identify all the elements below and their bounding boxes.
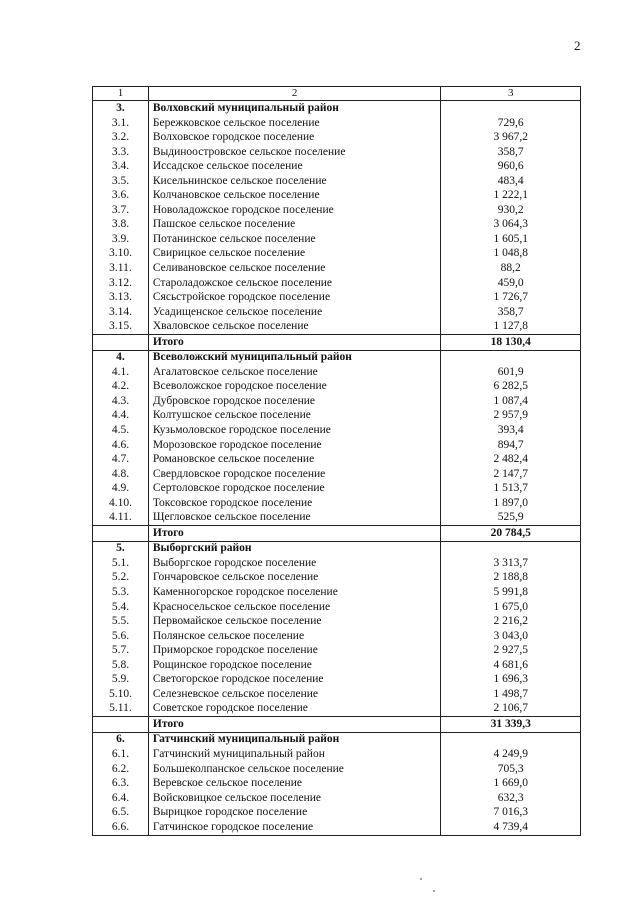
settlement-name: Свердловское городское поселение [148,467,441,482]
section-number: 4. [93,350,149,365]
table-row [93,511,581,526]
row-number: 3.11. [93,261,149,276]
table-row [93,556,581,571]
section-title: Выборгский район [148,541,441,556]
table-row [93,585,581,600]
settlement-name: Кисельнинское сельское поселение [148,174,441,189]
amount-value: 483,4 [441,174,581,189]
table-row [93,160,581,175]
settlement-name: Советское городское поселение [148,702,441,717]
amount-value: 4 739,4 [441,820,581,835]
total-row [93,717,581,733]
amount-value: 1 675,0 [441,600,581,615]
settlement-name: Щегловское сельское поселение [148,511,441,526]
table-row [93,218,581,233]
table-row [93,791,581,806]
row-number: 3.10. [93,247,149,262]
section-title: Всеволожский муниципальный район [148,350,441,365]
table-row [93,438,581,453]
table-row [93,276,581,291]
total-number-empty [93,335,149,351]
section-row [93,541,581,556]
table-header-row [93,87,581,101]
settlement-name: Селезневское сельское поселение [148,687,441,702]
row-number: 4.7. [93,453,149,468]
table-row [93,673,581,688]
settlement-name: Всеволожское городское поселение [148,380,441,395]
section-number: 6. [93,732,149,747]
amount-value: 705,3 [441,762,581,777]
row-number: 4.8. [93,467,149,482]
table-row [93,232,581,247]
table-row [93,174,581,189]
settlement-name: Красносельское сельское поселение [148,600,441,615]
amount-value: 930,2 [441,203,581,218]
section-value-empty [441,350,581,365]
amount-value: 6 282,5 [441,380,581,395]
amount-value: 7 016,3 [441,806,581,821]
settlement-name: Староладожское сельское поселение [148,276,441,291]
row-number: 5.2. [93,571,149,586]
table-row [93,496,581,511]
settlement-name: Сясьстройское городское поселение [148,291,441,306]
settlement-name: Иссадское сельское поселение [148,160,441,175]
amount-value: 5 991,8 [441,585,581,600]
settlement-name: Выдиноостровское сельское поселение [148,145,441,160]
table-row [93,291,581,306]
amount-value: 1 513,7 [441,482,581,497]
settlement-name: Приморское городское поселение [148,644,441,659]
row-number: 3.3. [93,145,149,160]
table-row [93,394,581,409]
amount-value: 1 897,0 [441,496,581,511]
table-row [93,131,581,146]
total-label: Итого [148,717,441,733]
row-number: 3.12. [93,276,149,291]
amount-value: 4 681,6 [441,658,581,673]
amount-value: 4 249,9 [441,747,581,762]
total-number-empty [93,717,149,733]
amount-value: 960,6 [441,160,581,175]
table-row [93,247,581,262]
row-number: 3.9. [93,232,149,247]
table-row [93,145,581,160]
table-row [93,615,581,630]
row-number: 5.4. [93,600,149,615]
amount-value: 2 957,9 [441,409,581,424]
row-number: 4.10. [93,496,149,511]
row-number: 6.4. [93,791,149,806]
table-row [93,644,581,659]
row-number: 3.4. [93,160,149,175]
row-number: 5.1. [93,556,149,571]
settlement-name: Каменногорское городское поселение [148,585,441,600]
row-number: 5.3. [93,585,149,600]
page-number: 2 [574,38,581,53]
total-row [93,526,581,542]
row-number: 4.11. [93,511,149,526]
amount-value: 894,7 [441,438,581,453]
section-title: Волховский муниципальный район [148,101,441,116]
settlement-name: Гончаровское сельское поселение [148,571,441,586]
row-number: 3.5. [93,174,149,189]
settlement-name: Выборгское городское поселение [148,556,441,571]
header-col-3: 3 [441,87,581,101]
amount-value: 2 216,2 [441,615,581,630]
row-number: 3.2. [93,131,149,146]
section-value-empty [441,541,581,556]
table-row [93,409,581,424]
amount-value: 2 147,7 [441,467,581,482]
settlement-name: Первомайское сельское поселение [148,615,441,630]
row-number: 3.6. [93,189,149,204]
amount-value: 601,9 [441,365,581,380]
settlement-name: Гатчинское городское поселение [148,820,441,835]
section-row [93,732,581,747]
settlement-name: Новоладожское городское поселение [148,203,441,218]
settlement-name: Пашское сельское поселение [148,218,441,233]
table-row [93,380,581,395]
settlement-name: Полянское сельское поселение [148,629,441,644]
table-row [93,806,581,821]
amount-value: 3 967,2 [441,131,581,146]
total-value: 20 784,5 [441,526,581,542]
amount-value: 1 222,1 [441,189,581,204]
table-row [93,365,581,380]
table-row [93,482,581,497]
amount-value: 393,4 [441,423,581,438]
amount-value: 358,7 [441,145,581,160]
amount-value: 3 043,0 [441,629,581,644]
row-number: 6.2. [93,762,149,777]
settlement-name: Рощинское городское поселение [148,658,441,673]
section-value-empty [441,732,581,747]
table-body [93,87,581,836]
table-row [93,658,581,673]
total-value: 18 130,4 [441,335,581,351]
amount-value: 2 188,8 [441,571,581,586]
row-number: 3.7. [93,203,149,218]
table-row [93,453,581,468]
table-row [93,687,581,702]
table-row [93,571,581,586]
row-number: 6.6. [93,820,149,835]
section-number: 5. [93,541,149,556]
header-col-2: 2 [148,87,441,101]
settlement-name: Кузьмоловское городское поселение [148,423,441,438]
row-number: 3.15. [93,320,149,335]
amount-value: 358,7 [441,305,581,320]
settlement-name: Колчановское сельское поселение [148,189,441,204]
header-col-1: 1 [93,87,149,101]
settlement-name: Большеколпанское сельское поселение [148,762,441,777]
row-number: 3.1. [93,116,149,131]
table-row [93,189,581,204]
row-number: 5.7. [93,644,149,659]
table-row [93,320,581,335]
amount-value: 1 696,3 [441,673,581,688]
settlement-name: Свирицкое сельское поселение [148,247,441,262]
scan-speck [433,890,435,892]
section-title: Гатчинский муниципальный район [148,732,441,747]
section-row [93,350,581,365]
row-number: 4.3. [93,394,149,409]
amount-value: 88,2 [441,261,581,276]
amount-value: 1 669,0 [441,777,581,792]
settlement-name: Волховское городское поселение [148,131,441,146]
table-row [93,777,581,792]
row-number: 4.2. [93,380,149,395]
total-label: Итого [148,526,441,542]
table-row [93,423,581,438]
table-row [93,702,581,717]
settlement-name: Токсовское городское поселение [148,496,441,511]
settlement-name: Усадищенское сельское поселение [148,305,441,320]
settlement-name: Потанинское сельское поселение [148,232,441,247]
row-number: 3.8. [93,218,149,233]
settlement-name: Светогорское городское поселение [148,673,441,688]
amount-value: 525,9 [441,511,581,526]
amount-value: 2 927,5 [441,644,581,659]
amount-value: 1 048,8 [441,247,581,262]
row-number: 4.1. [93,365,149,380]
total-number-empty [93,526,149,542]
amount-value: 1 605,1 [441,232,581,247]
row-number: 3.14. [93,305,149,320]
table-row [93,747,581,762]
settlement-name: Вырицкое городское поселение [148,806,441,821]
row-number: 5.9. [93,673,149,688]
row-number: 4.6. [93,438,149,453]
amount-value: 3 313,7 [441,556,581,571]
row-number: 6.5. [93,806,149,821]
row-number: 6.1. [93,747,149,762]
table-row [93,261,581,276]
settlement-name: Сертоловское городское поселение [148,482,441,497]
settlement-name: Селивановское сельское поселение [148,261,441,276]
settlement-name: Войсковицкое сельское поселение [148,791,441,806]
row-number: 5.11. [93,702,149,717]
table-row [93,762,581,777]
table-row [93,203,581,218]
amount-value: 1 726,7 [441,291,581,306]
row-number: 4.9. [93,482,149,497]
row-number: 5.6. [93,629,149,644]
row-number: 5.10. [93,687,149,702]
budget-table [92,86,581,836]
row-number: 5.8. [93,658,149,673]
section-number: 3. [93,101,149,116]
section-value-empty [441,101,581,116]
total-label: Итого [148,335,441,351]
amount-value: 459,0 [441,276,581,291]
table-row [93,820,581,835]
table-row [93,305,581,320]
settlement-name: Веревское сельское поселение [148,777,441,792]
row-number: 4.5. [93,423,149,438]
row-number: 3.13. [93,291,149,306]
settlement-name: Колтушское сельское поселение [148,409,441,424]
amount-value: 3 064,3 [441,218,581,233]
amount-value: 1 087,4 [441,394,581,409]
settlement-name: Бережковское сельское поселение [148,116,441,131]
amount-value: 2 106,7 [441,702,581,717]
table-row [93,467,581,482]
settlement-name: Хваловское сельское поселение [148,320,441,335]
row-number: 5.5. [93,615,149,630]
amount-value: 632,3 [441,791,581,806]
section-row [93,101,581,116]
settlement-name: Гатчинский муниципальный район [148,747,441,762]
amount-value: 729,6 [441,116,581,131]
settlement-name: Агалатовское сельское поселение [148,365,441,380]
total-value: 31 339,3 [441,717,581,733]
table-row [93,600,581,615]
amount-value: 1 498,7 [441,687,581,702]
table-row [93,629,581,644]
table-row [93,116,581,131]
settlement-name: Романовское сельское поселение [148,453,441,468]
amount-value: 2 482,4 [441,453,581,468]
settlement-name: Морозовское городское поселение [148,438,441,453]
settlement-name: Дубровское городское поселение [148,394,441,409]
row-number: 6.3. [93,777,149,792]
scan-speck [420,878,422,880]
row-number: 4.4. [93,409,149,424]
amount-value: 1 127,8 [441,320,581,335]
total-row [93,335,581,351]
